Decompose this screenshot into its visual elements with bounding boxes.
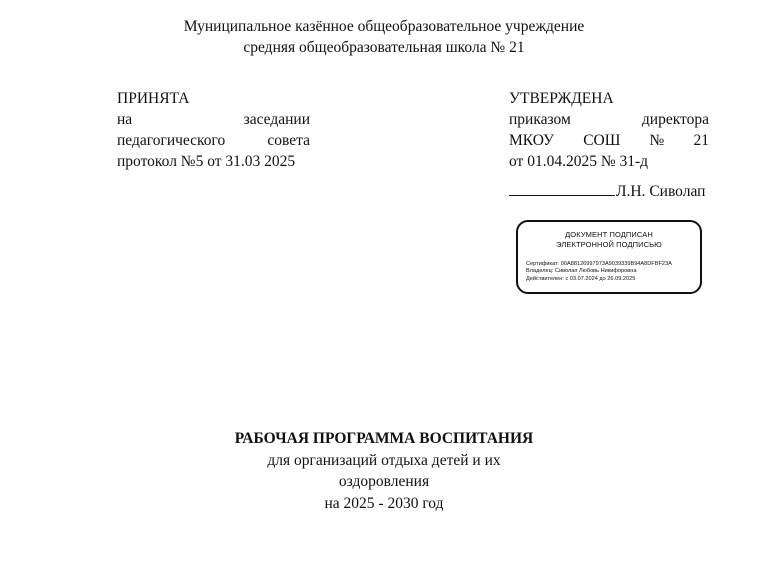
stamp-title [518,230,700,250]
stamp-details [526,261,698,283]
approved-title: УТВЕРЖДЕНА [509,90,614,107]
accepted-line1 [117,109,310,130]
approved-word: 21 [693,132,709,149]
electronic-signature-stamp [516,220,702,294]
signer-name: Л.Н. Сиволап [616,183,706,200]
approved-word: № [649,132,665,149]
school-header-line1: Муниципальное казённое общеобразовательное учреждение [183,18,585,35]
approved-word: СОШ [583,132,621,149]
approved-block [509,88,709,202]
stamp-title-line1: ДОКУМЕНТ ПОДПИСАН [565,230,653,239]
approved-word: приказом [509,111,571,128]
stamp-title-line2: ЭЛЕКТРОННОЙ ПОДПИСЬЮ [556,240,662,249]
stamp-certificate: Сертификат: 00A88126997973A9039339B94A8DFBF23A [526,261,672,267]
accepted-block [117,88,310,172]
accepted-title: ПРИНЯТА [117,90,190,107]
accepted-word: совета [267,132,310,149]
accepted-word: на [117,111,133,128]
stamp-validity: Действителен: с 03.07.2024 до 26.09.2025 [526,275,636,282]
accepted-protocol: протокол №5 от 31.03 2025 [117,153,296,170]
program-subtitle-cont: оздоровления [338,473,430,490]
school-header [0,16,768,58]
signature-underline [509,180,615,196]
accepted-word: педагогического [117,132,226,149]
approved-line2 [509,130,709,151]
approved-word: МКОУ [509,132,555,149]
approved-line1 [509,109,709,130]
school-header-line2: средняя общеобразовательная школа № 21 [243,39,525,56]
program-title-block [0,428,768,514]
program-title: РАБОЧАЯ ПРОГРАММА ВОСПИТАНИЯ [234,430,534,447]
approved-word: директора [641,111,709,128]
program-subtitle: для организаций отдыха детей и их [267,451,501,469]
signature-line [509,180,709,202]
accepted-line2 [117,130,310,151]
accepted-word: заседании [243,111,310,128]
program-years: на 2025 - 2030 год [324,494,444,512]
approved-order: от 01.04.2025 № 31-д [509,153,649,170]
stamp-owner: Владелец: Сиволап Любовь Никифоровна [526,268,637,275]
